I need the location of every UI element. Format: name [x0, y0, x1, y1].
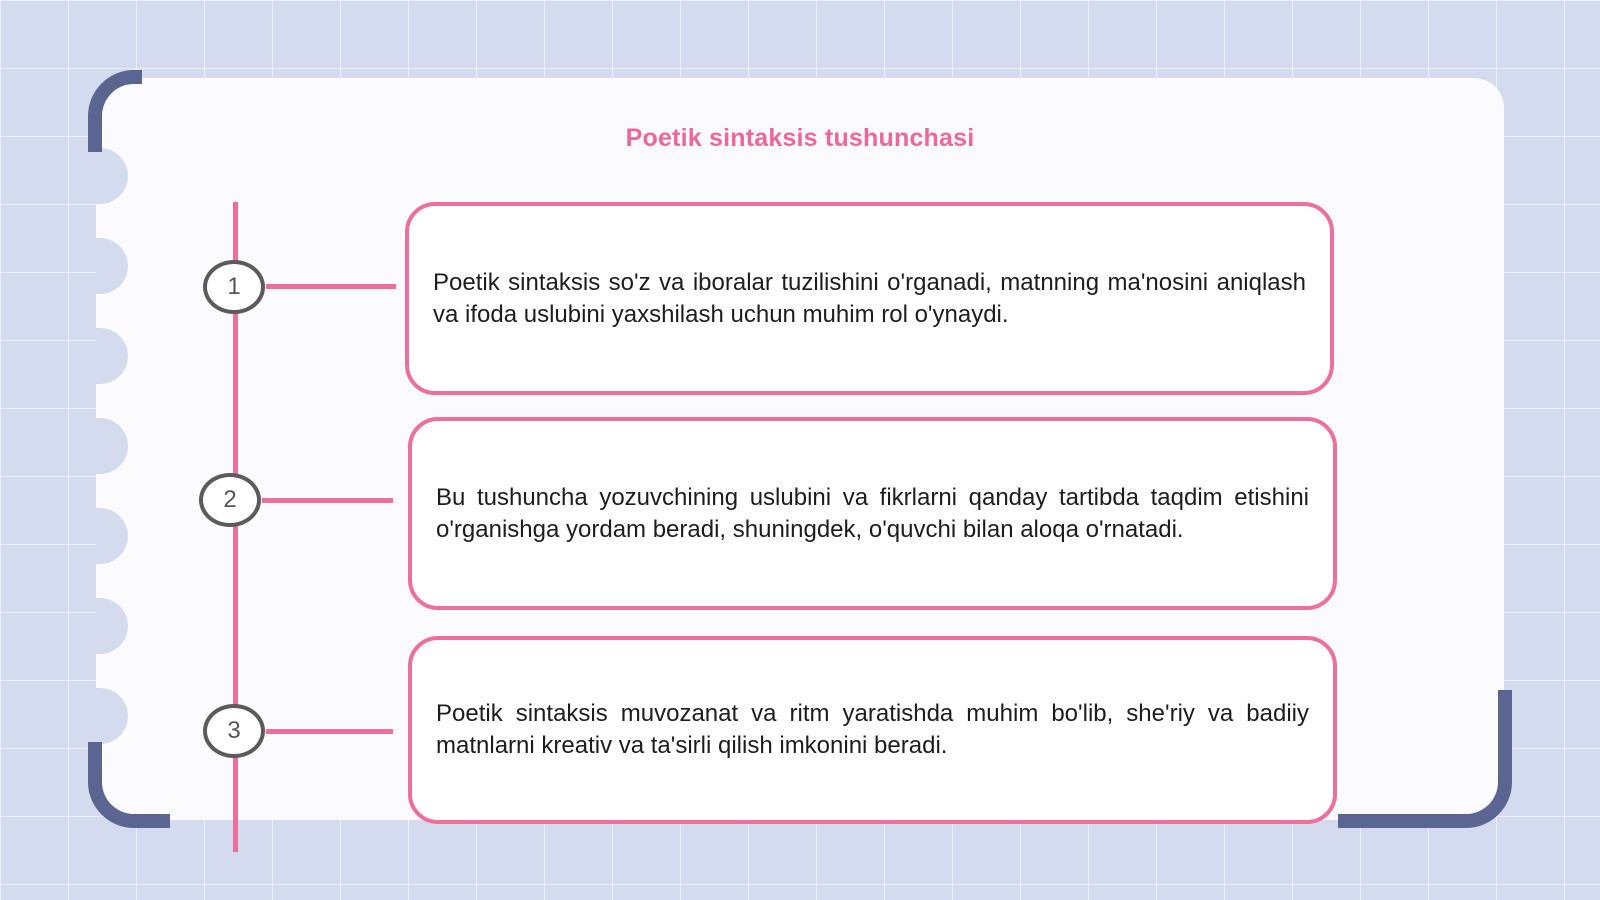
slide-title: Poetik sintaksis tushunchasi: [625, 124, 975, 152]
timeline-card: [408, 636, 1337, 824]
timeline-card: [405, 202, 1334, 395]
timeline-card: [408, 417, 1337, 610]
step-number-circle: [203, 704, 265, 758]
card-text: Bu tushuncha yozuvchining uslubini va fikrlarni qanday tartibda taqdim etishini o'rganishga yordam beradi, shuningdek, o'quvchi bilan aloqa o'rnatadi.: [436, 483, 1309, 543]
corner-bracket-bottom-left: [88, 742, 170, 828]
corner-bracket-bottom-right: [1338, 690, 1512, 828]
card-text: Poetik sintaksis muvozanat va ritm yaratishda muhim bo'lib, she'riy va badiiy matnlarni kreativ va ta'sirli qilish imkonini beradi.: [436, 700, 1309, 759]
step-number: 2: [223, 486, 237, 513]
step-number-circle: [199, 473, 261, 527]
timeline-connector: [262, 498, 393, 503]
card-text: Poetik sintaksis so'z va iboralar tuzilishini o'rganadi, matnning ma'nosini aniqlash va ifoda uslubini yaxshilash uchun muhim rol o'ynaydi.: [433, 268, 1306, 328]
step-number-circle: [203, 260, 265, 314]
step-number: 1: [227, 273, 241, 300]
timeline-connector: [266, 729, 393, 734]
step-number: 3: [227, 717, 241, 744]
timeline-connector: [266, 284, 396, 289]
corner-bracket-top-left: [88, 70, 142, 152]
